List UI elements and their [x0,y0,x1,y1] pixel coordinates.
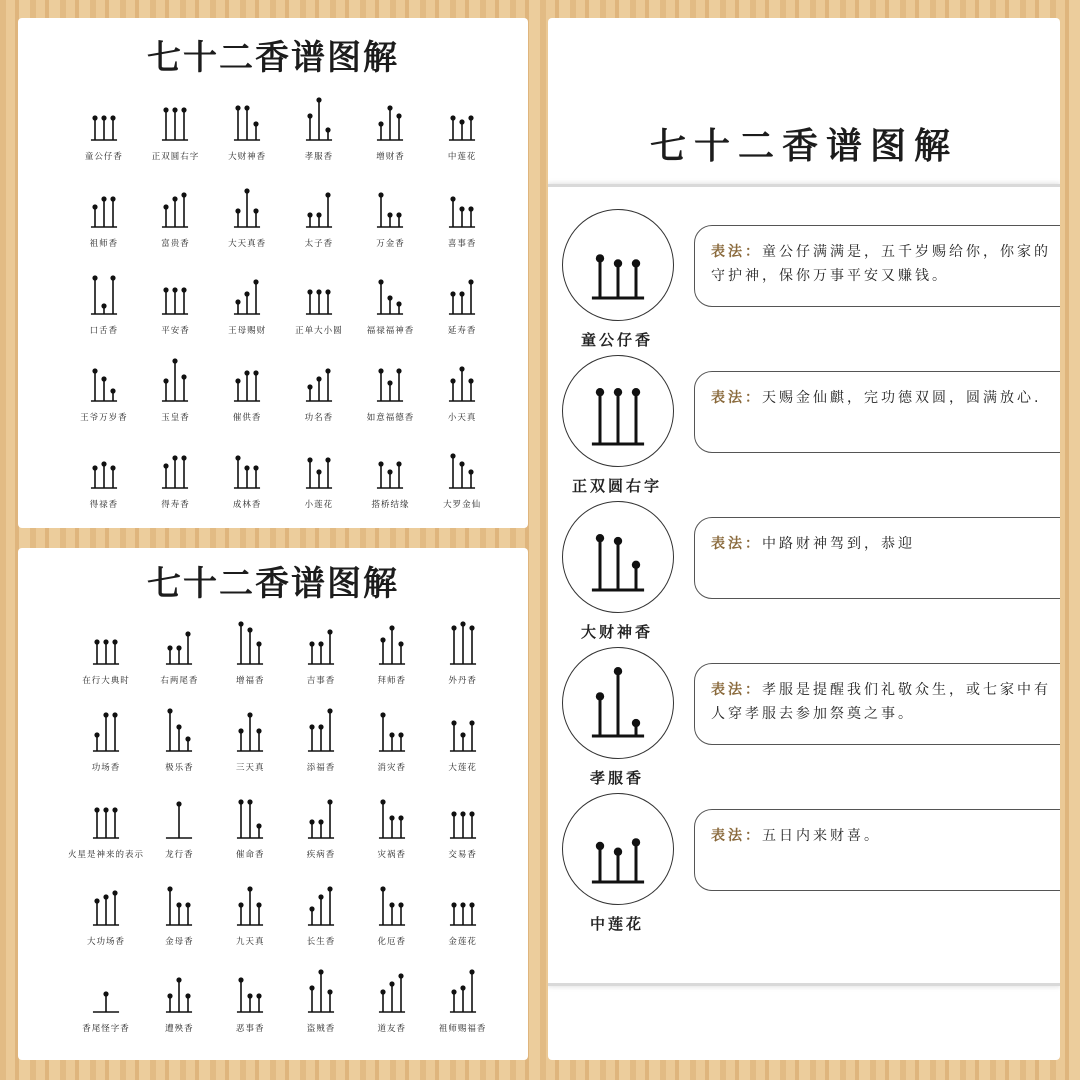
incense-pattern-item [283,96,355,183]
incense-sticks-icon [225,881,275,929]
incense-diagram-circle [562,501,674,613]
incense-pattern-label: 喜事香 [447,239,477,249]
incense-pattern-label: 催供香 [232,413,262,423]
panel-title: 七十二香谱图解 [147,38,399,78]
incense-chart-panel-top [18,18,528,528]
incense-pattern-label: 长生香 [306,937,336,947]
incense-pattern-item [68,96,140,183]
incense-name: 童公仔香 [580,331,653,349]
incense-pattern-item [427,968,498,1055]
incense-sticks-icon [437,357,487,405]
meaning-text [711,240,1060,288]
incense-pattern-label: 祖师赐福香 [438,1024,487,1034]
incense-sticks-icon [154,968,204,1016]
incense-sticks-icon [225,620,275,668]
incense-pattern-item [283,444,355,528]
incense-sticks-icon [150,270,200,318]
incense-sticks-icon [294,444,344,492]
incense-pattern-label: 盗贼香 [306,1024,336,1034]
incense-pattern-label: 如意福德香 [366,413,415,423]
incense-sticks-icon [222,270,272,318]
incense-pattern-label: 大莲花 [448,763,477,773]
incense-pattern-item [426,270,498,357]
incense-pattern-label: 九天真 [235,937,265,947]
incense-pattern-item [356,620,427,707]
incense-pattern-item [286,794,357,881]
incense-pattern-item [286,707,357,794]
incense-sticks-icon [294,96,344,144]
incense-pattern-item [211,444,283,528]
incense-sticks-icon [438,881,488,929]
incense-name: 中莲花 [589,915,644,933]
incense-pattern-item [286,620,357,707]
incense-pattern-label: 小天真 [447,413,477,423]
incense-detail-entry [548,355,1060,501]
incense-pattern-label: 道友香 [377,1024,407,1034]
incense-sticks-icon [294,183,344,231]
incense-pattern-label: 添福香 [306,763,336,773]
incense-diagram-circle [562,647,674,759]
incense-sticks-icon [367,620,417,668]
meaning-body: 五日内来财喜。 [762,828,881,844]
incense-pattern-label: 增财香 [376,152,405,162]
incense-sticks-icon [563,356,673,466]
meaning-key: 表法： [711,828,762,844]
incense-pattern-label: 得寿香 [161,500,190,510]
meaning-box [694,371,1060,453]
detail-list [548,184,1060,986]
incense-pattern-label: 香尾怪字香 [82,1024,130,1034]
incense-pattern-label: 中莲花 [447,152,477,162]
incense-pattern-label: 祖师香 [89,239,119,249]
incense-pattern-label: 口舌香 [89,326,119,336]
incense-pattern-item [140,444,212,528]
incense-pattern-label: 龙行香 [165,850,194,860]
meaning-box [694,225,1060,307]
incense-pattern-label: 大罗金仙 [443,500,482,510]
incense-sticks-icon [225,707,275,755]
incense-sticks-icon [81,794,131,842]
incense-sticks-icon [296,620,346,668]
incense-pattern-label: 得禄香 [89,500,119,510]
incense-pattern-label: 灾祸香 [377,850,407,860]
incense-pattern-item [144,620,215,707]
incense-pattern-item [144,881,215,968]
incense-pattern-item [286,881,357,968]
incense-pattern-label: 极乐香 [165,763,194,773]
incense-pattern-label: 正单大小圆 [295,326,343,336]
incense-pattern-item [68,620,144,707]
incense-pattern-item [68,357,140,444]
incense-sticks-icon [79,183,129,231]
incense-pattern-label: 平安香 [161,326,190,336]
incense-sticks-icon [296,794,346,842]
incense-sticks-icon [294,270,344,318]
incense-sticks-icon [563,794,673,904]
meaning-body: 天赐金仙麒，完功德双圆，圆满放心. [762,390,1042,406]
incense-pattern-label: 搭桥结缘 [371,500,410,510]
incense-sticks-icon [365,444,415,492]
incense-pattern-item [355,444,427,528]
incense-sticks-icon [79,444,129,492]
incense-sticks-icon [367,881,417,929]
meaning-text [711,386,1060,410]
incense-pattern-item [68,270,140,357]
incense-pattern-item [144,707,215,794]
incense-sticks-icon [225,968,275,1016]
incense-pattern-grid [68,96,498,528]
incense-pattern-label: 功场香 [91,763,121,773]
incense-detail-entry [548,647,1060,793]
incense-pattern-item [426,183,498,270]
incense-pattern-label: 消灾香 [377,763,407,773]
incense-pattern-item [144,794,215,881]
incense-pattern-label: 金母香 [165,937,194,947]
incense-pattern-label: 童公仔香 [84,152,123,162]
incense-pattern-item [68,707,144,794]
incense-sticks-icon [154,881,204,929]
incense-detail-panel [548,18,1060,1060]
incense-sticks-icon [154,794,204,842]
incense-pattern-label: 外丹香 [448,676,477,686]
incense-pattern-label: 在行大典时 [82,676,130,686]
incense-pattern-item [356,968,427,1055]
incense-sticks-icon [438,794,488,842]
incense-pattern-item [356,707,427,794]
incense-pattern-item [140,270,212,357]
incense-diagram-circle [562,209,674,321]
incense-pattern-item [68,444,140,528]
incense-pattern-item [283,270,355,357]
incense-pattern-label: 化厄香 [377,937,407,947]
incense-pattern-item [68,968,144,1055]
incense-sticks-icon [365,96,415,144]
incense-sticks-icon [437,270,487,318]
incense-pattern-label: 吉事香 [306,676,336,686]
incense-pattern-item [215,881,286,968]
incense-pattern-label: 成林香 [232,500,262,510]
incense-sticks-icon [563,648,673,758]
incense-pattern-label: 正双圆右字 [151,152,200,162]
incense-sticks-icon [296,707,346,755]
incense-sticks-icon [296,968,346,1016]
incense-pattern-label: 王爷万岁香 [80,413,128,423]
incense-pattern-item [427,794,498,881]
incense-sticks-icon [365,270,415,318]
incense-pattern-label: 火星是神来的表示 [68,850,145,860]
incense-pattern-label: 金莲花 [448,937,477,947]
incense-pattern-label: 孝服香 [304,152,334,162]
incense-pattern-label: 恶事香 [235,1024,265,1034]
incense-pattern-item [211,357,283,444]
incense-pattern-label: 拜师香 [377,676,407,686]
meaning-key: 表法： [711,244,762,260]
incense-sticks-icon [438,620,488,668]
incense-pattern-item [215,968,286,1055]
incense-name: 大财神香 [580,623,653,641]
incense-sticks-icon [437,96,487,144]
meaning-body: 孝服是提醒我们礼敬众生，或七家中有人穿孝服去参加祭奠之事。 [711,682,1051,722]
incense-sticks-icon [222,183,272,231]
incense-sticks-icon [294,357,344,405]
incense-pattern-item [140,96,212,183]
incense-pattern-label: 催命香 [235,850,265,860]
incense-sticks-icon [438,707,488,755]
incense-pattern-item [356,881,427,968]
incense-sticks-icon [150,183,200,231]
incense-pattern-label: 玉皇香 [161,413,190,423]
incense-pattern-item [427,881,498,968]
incense-pattern-item [426,96,498,183]
incense-sticks-icon [81,707,131,755]
incense-pattern-label: 遭殃香 [165,1024,194,1034]
incense-sticks-icon [222,96,272,144]
incense-pattern-item [427,620,498,707]
incense-sticks-icon [222,357,272,405]
incense-pattern-label: 万金香 [376,239,405,249]
incense-pattern-item [144,968,215,1055]
incense-pattern-label: 三天真 [235,763,265,773]
incense-pattern-item [68,794,144,881]
incense-pattern-label: 福禄福神香 [366,326,415,336]
incense-sticks-icon [81,620,131,668]
incense-name: 孝服香 [589,769,644,787]
incense-chart-panel-bottom [18,548,528,1060]
incense-sticks-icon [438,968,488,1016]
incense-pattern-label: 交易香 [448,850,477,860]
incense-pattern-item [286,968,357,1055]
incense-sticks-icon [563,210,673,320]
meaning-text [711,532,1060,556]
incense-sticks-icon [365,183,415,231]
incense-sticks-icon [81,881,131,929]
incense-sticks-icon [367,707,417,755]
incense-sticks-icon [81,968,131,1016]
incense-pattern-item [140,357,212,444]
incense-pattern-label: 疾病香 [306,850,336,860]
incense-pattern-label: 功名香 [304,413,334,423]
incense-detail-entry [548,793,1060,939]
incense-pattern-label: 小莲花 [304,500,334,510]
panel-title: 七十二香谱图解 [147,564,399,604]
meaning-box [694,517,1060,599]
incense-detail-entry [548,209,1060,355]
incense-pattern-item [426,357,498,444]
incense-pattern-grid [68,620,498,1055]
incense-detail-entry [548,501,1060,647]
incense-pattern-item [211,96,283,183]
meaning-body: 童公仔满满是，五千岁赐给你，你家的守护神，保你万事平安又赚钱。 [711,244,1051,284]
incense-sticks-icon [296,881,346,929]
incense-pattern-label: 大天真香 [228,239,267,249]
meaning-key: 表法： [711,390,762,406]
incense-sticks-icon [154,620,204,668]
incense-pattern-item [355,357,427,444]
incense-sticks-icon [225,794,275,842]
incense-pattern-item [215,620,286,707]
incense-pattern-label: 大财神香 [228,152,267,162]
incense-pattern-item [426,444,498,528]
incense-sticks-icon [365,357,415,405]
incense-pattern-item [140,183,212,270]
incense-sticks-icon [150,96,200,144]
meaning-key: 表法： [711,682,762,698]
incense-pattern-item [211,270,283,357]
incense-sticks-icon [154,707,204,755]
incense-sticks-icon [563,502,673,612]
incense-diagram-circle [562,793,674,905]
incense-pattern-item [427,707,498,794]
incense-pattern-item [215,794,286,881]
incense-pattern-label: 富贵香 [161,239,190,249]
incense-diagram-circle [562,355,674,467]
incense-pattern-item [355,270,427,357]
incense-pattern-item [355,183,427,270]
meaning-text [711,824,1060,848]
incense-sticks-icon [367,794,417,842]
incense-sticks-icon [150,444,200,492]
meaning-body: 中路财神驾到，恭迎 [762,536,915,552]
incense-pattern-label: 太子香 [304,239,334,249]
panel-title: 七十二香谱图解 [649,126,958,167]
incense-pattern-label: 增福香 [235,676,265,686]
incense-pattern-label: 大功场香 [87,937,126,947]
incense-pattern-label: 右两尾香 [160,676,199,686]
incense-pattern-item [211,183,283,270]
incense-sticks-icon [79,96,129,144]
incense-pattern-item [283,357,355,444]
incense-pattern-item [68,183,140,270]
meaning-box [694,809,1060,891]
meaning-box [694,663,1060,745]
incense-pattern-item [68,881,144,968]
incense-sticks-icon [79,270,129,318]
incense-sticks-icon [437,444,487,492]
incense-name: 正双圆右字 [571,477,662,495]
incense-pattern-label: 王母赐财 [228,326,267,336]
incense-pattern-label: 延寿香 [447,326,477,336]
incense-pattern-item [283,183,355,270]
meaning-key: 表法： [711,536,762,552]
incense-sticks-icon [150,357,200,405]
incense-sticks-icon [222,444,272,492]
incense-pattern-item [356,794,427,881]
incense-pattern-item [215,707,286,794]
incense-sticks-icon [367,968,417,1016]
incense-pattern-item [355,96,427,183]
incense-sticks-icon [437,183,487,231]
meaning-text [711,678,1060,726]
incense-sticks-icon [79,357,129,405]
